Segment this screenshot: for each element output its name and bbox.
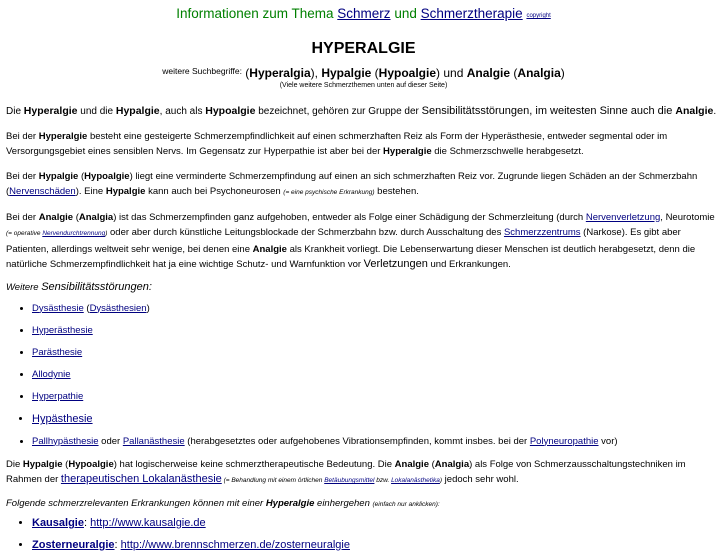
text: (Narkose). Es gibt aber Patienten, allerdings weltweit sehr wenige, bei denen eine — [6, 227, 681, 255]
term-hypalgie: Hypalgie — [38, 170, 79, 182]
text: ) als Folge von Schmerzausschaltungstechniken im Rahmen der — [6, 458, 686, 486]
note-close: ) — [439, 477, 443, 485]
header-link-schmerztherapie[interactable]: Schmerztherapie — [420, 6, 523, 21]
search-text: ( — [371, 66, 379, 80]
text: ( — [78, 170, 85, 182]
search-text: ) und — [436, 66, 467, 80]
list-item — [32, 323, 721, 345]
search-text: ( — [510, 66, 518, 80]
text: und die — [77, 106, 116, 117]
search-text: ) — [560, 66, 565, 80]
text: und Erkrankungen. — [427, 259, 511, 270]
text: kann auch bei Psychoneurosen — [145, 186, 284, 197]
term-hyperalgie: Hyperalgie — [383, 146, 432, 157]
paragraph-therapy — [6, 457, 721, 489]
search-term-hypoalgie: Hypoalgie — [378, 66, 437, 80]
term-hypalgie: Hypalgie — [115, 105, 160, 117]
link-lokalanaesthetika[interactable]: Lokalanästhetika — [391, 477, 440, 485]
text: Bei der — [6, 170, 39, 182]
term-analgia: Analgia — [434, 458, 470, 470]
text: jedoch sehr wohl. — [442, 474, 519, 486]
search-term-analgie: Analgie — [466, 66, 511, 80]
paragraph-hypalgie — [6, 169, 721, 201]
list-item — [32, 537, 721, 559]
link-allodynie[interactable]: Allodynie — [32, 369, 71, 381]
related-conditions-heading — [6, 498, 721, 509]
header-prefix: Informationen zum Thema — [176, 6, 334, 21]
link-kausalgie-url[interactable]: http://www.kausalgie.de — [90, 516, 206, 529]
text: ( — [83, 302, 90, 314]
text: oder — [98, 435, 123, 447]
term-analgia: Analgia — [78, 211, 114, 223]
site-header — [6, 6, 721, 24]
text: Die — [6, 458, 23, 470]
text: : — [114, 538, 121, 551]
page-title: HYPERALGIE — [311, 40, 416, 57]
related-links-list — [6, 515, 721, 559]
search-term-hypalgie: Hypalgie — [321, 66, 372, 80]
text: Bei der — [6, 211, 39, 223]
paragraph-intro — [6, 104, 721, 120]
term-hypalgie: Hypalgie — [22, 458, 63, 470]
text: Folgende schmerzrelevanten Erkrankungen können mit einer — [6, 497, 266, 509]
note-click: (einfach nur anklicken): — [372, 500, 440, 508]
link-hypaesthesie[interactable]: Hypästhesie — [32, 413, 93, 426]
link-nervendurchtrennung[interactable]: Nervendurchtrennung — [42, 230, 106, 237]
search-term-analgia: Analgia — [517, 66, 561, 80]
link-zosterneuralgie[interactable]: Zosterneuralgie — [32, 538, 115, 551]
text: als Krankheit vorliegt. Die Lebenserwartung dieser Menschen ist deutlich herabgesetzt, denn die natürliche Schmerzempfindlichkeit hat ja eine wichtige Schutz- und Warnfunktion vor — [6, 243, 696, 270]
link-zosterneuralgie-url[interactable]: http://www.brennschmerzen.de/zosterneuralgie — [120, 538, 350, 551]
disorder-list — [6, 301, 721, 456]
text: ) ist das Schmerzempfinden ganz aufgehoben, entweder als Folge einer Schädigung der Schmerzleitung (durch — [113, 211, 586, 223]
header-und: und — [394, 6, 417, 21]
link-nervenschaeden[interactable]: Nervenschäden — [9, 186, 76, 197]
text: die Schmerzschwelle herabgesetzt. — [431, 146, 584, 157]
link-schmerzzentrums[interactable]: Schmerzzentrums — [503, 227, 581, 238]
text: . — [713, 106, 717, 117]
term-hyperalgie: Hyperalgie — [265, 497, 315, 509]
note-psychische-erkrankung: (= eine psychische Erkrankung) — [283, 189, 375, 196]
link-kausalgie[interactable]: Kausalgie — [32, 516, 84, 529]
further-disorders-heading — [6, 281, 721, 293]
text: (herabgesetztes oder aufgehobenes Vibrationsempfinden, kommt insbes. bei der — [184, 435, 530, 447]
text: einhergehen — [314, 497, 373, 509]
term-hypalgie: Hypalgie — [105, 186, 146, 197]
link-dysaesthesien[interactable]: Dysästhesien — [89, 302, 147, 314]
text: ( — [428, 458, 435, 470]
list-item — [32, 434, 721, 456]
copyright-link[interactable]: copyright — [526, 13, 551, 19]
list-item — [32, 367, 721, 389]
paragraph-hyperalgie — [6, 129, 721, 160]
search-terms — [6, 64, 721, 80]
text: besteht eine gesteigerte Schmerzempfindlichkeit auf einen schmerzhaften Reiz als Form der Hyperästhesie, entweder segmental oder im Versorgungsgebiet eines sensiblen Nervs. Im Gegensatz zur Hyperpathie ist aber bei der — [6, 130, 668, 157]
text: Bei der — [6, 130, 39, 142]
text: , Neurotomie — [660, 211, 715, 223]
text: ( — [62, 458, 69, 470]
term-analgie: Analgie — [675, 105, 714, 117]
note-close: ) — [105, 230, 108, 237]
link-nervenverletzung[interactable]: Nervenverletzung — [585, 211, 661, 223]
link-therapeutische-lokalanaesthesie[interactable]: therapeutischen Lokalanästhesie — [60, 473, 222, 486]
text: Sensibilitätsstörungen: — [41, 280, 152, 293]
term-analgie: Analgie — [252, 243, 287, 255]
search-terms-label: weitere Suchbegriffe: — [162, 66, 242, 76]
term-hypoalgie: Hypoalgie — [84, 170, 130, 182]
term-analgie: Analgie — [38, 211, 74, 223]
text: Verletzungen — [363, 258, 428, 270]
note-bzw: bzw. — [374, 477, 392, 485]
term-analgie: Analgie — [394, 458, 429, 470]
list-item — [32, 345, 721, 367]
paragraph-analgie — [6, 210, 721, 273]
list-item — [32, 301, 721, 323]
text: oder aber durch künstliche Leitungsblockade der Schmerzbahn bzw. durch Ausschaltung des — [107, 227, 504, 238]
text: : — [83, 516, 91, 529]
term-hyperalgie: Hyperalgie — [23, 105, 78, 117]
list-item — [32, 389, 721, 411]
text: Die — [6, 106, 24, 117]
text: ) hat logischerweise keine schmerztherapeutische Bedeutung. Die — [113, 458, 395, 470]
text: ). Eine — [75, 186, 106, 197]
note-behandlung: (= Behandlung mit einem örtlichen — [221, 477, 325, 485]
note-operative: (= operative — [6, 230, 43, 237]
text: ( — [73, 211, 79, 223]
text: Weitere — [6, 281, 42, 293]
list-item — [32, 411, 721, 433]
term-hypoalgie: Hypoalgie — [68, 458, 114, 470]
link-paraesthesie[interactable]: Parästhesie — [32, 346, 83, 358]
search-hint: (Viele weitere Schmerzthemen unten auf dieser Seite) — [279, 82, 448, 89]
text: ) liegt eine verminderte Schmerzempfindung auf einen an sich schmerzhaften Reiz vor. Zugrunde liegen Schäden an der Schmerzbahn ( — [6, 170, 698, 197]
link-pallanaesthesie[interactable]: Pallanästhesie — [122, 435, 185, 447]
list-item — [32, 515, 721, 537]
link-pallhypaesthesie[interactable]: Pallhypästhesie — [32, 435, 99, 447]
link-dysaesthesie[interactable]: Dysästhesie — [32, 302, 84, 314]
link-polyneuropathie[interactable]: Polyneuropathie — [529, 435, 599, 447]
header-link-schmerz[interactable]: Schmerz — [337, 6, 391, 21]
search-text: ), — [310, 66, 322, 80]
text: Sensibilitätsstörungen, im weitesten Sinne auch die — [421, 105, 676, 117]
search-text: ( — [245, 66, 250, 80]
term-hypoalgie: Hypoalgie — [205, 105, 256, 117]
text: vor) — [598, 435, 618, 447]
text: ) — [146, 302, 150, 314]
text: bezeichnet, gehören zur Gruppe der — [255, 106, 422, 117]
search-term-hyperalgia: Hyperalgia — [249, 66, 311, 80]
text: , auch als — [159, 106, 206, 117]
term-hyperalgie: Hyperalgie — [38, 130, 88, 142]
text: bestehen. — [374, 186, 419, 197]
link-hyperpathie[interactable]: Hyperpathie — [32, 391, 84, 403]
link-betaeubungsmittel[interactable]: Betäubungsmittel — [324, 477, 375, 485]
link-hyperaesthesie[interactable]: Hyperästhesie — [32, 324, 93, 336]
